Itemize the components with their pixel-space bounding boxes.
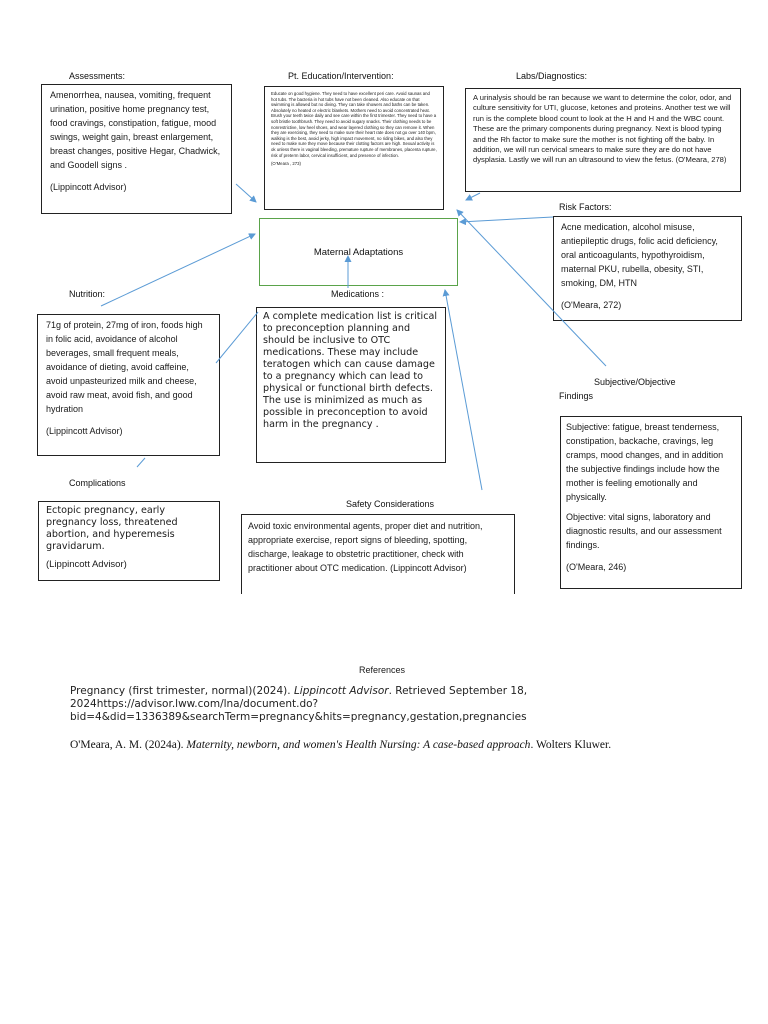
pt-education-text: Educate on good hygiene. They need to have excellent peri care. Avoid saunas and hot tubs. The bacteria in hot tubs have not been cleaned. Also educate on that swimming is allowed but no diving. They can take showers and baths can be taken. Absolutely no heated or electric blankets. Mothers need to avoid concentrated heat. Brush your teeth twice daily and see care within the first trimester. They need to have a soft bristle toothbrush. They need to avoid sugary snacks. Their clothing needs to be nonrestrictive, low heel shoes, and wear layered clothing so they can remove it. When they are exercising, they need to make sure their heart rate does not go over 140 bpm, walking is the best, avoid jerky, high impact movement, no riding bikes, and also they need to make sure they move because their clotting factors are high. Sexual activity is ok unless there is vaginal bleeding, premature rupture of membranes, placenta rupture, risk of preterm labor, cervical insufficient, and presence of infection. — [271, 91, 437, 158]
complications-text: Ectopic pregnancy, early pregnancy loss, threatened abortion, and hyperemesis gravidarum. — [46, 505, 178, 552]
complications-citation: (Lippincott Advisor) — [46, 559, 127, 570]
ref2-title: Maternity, newborn, and women's Health Nursing: A case-based approach — [186, 739, 531, 751]
risk-factors-text: Acne medication, alcohol misuse, antiepileptic drugs, folic acid deficiency, oral anticoagulants, hypothyroidism, maternal PKU, rubella, obesity, STI, smoking, DM, HTN — [561, 222, 718, 288]
ref2-post: . Wolters Kluwer. — [530, 739, 612, 751]
findings-citation: (O'Meara, 246) — [566, 562, 627, 572]
connector-nutrition-medications — [216, 312, 258, 363]
assessments-label: Assessments: — [69, 71, 126, 81]
assessments-citation: (Lippincott Advisor) — [50, 182, 127, 192]
ref1-title: Lippincott Advisor — [293, 685, 389, 697]
findings-label: Findings — [559, 391, 594, 401]
labs-label: Labs/Diagnostics: — [516, 71, 588, 81]
assessments-text: Amenorrhea, nausea, vomiting, frequent urination, positive home pregnancy test, food cravings, constipation, fatigue, mood swings, weight gain, breast enlargement, breast changes, positive Hegar, Chadwick, and Goodell signs . — [50, 90, 221, 170]
ref2-pre: O'Meara, A. M. (2024a). — [70, 739, 187, 751]
risk-factors-label: Risk Factors: — [559, 202, 612, 212]
connector-complications — [137, 458, 145, 467]
safety-label: Safety Considerations — [346, 499, 435, 509]
pt-education-label: Pt. Education/Intervention: — [288, 71, 394, 81]
objective-text: Objective: vital signs, laboratory and diagnostic results, and our assessment findings. — [566, 512, 722, 550]
risk-factors-citation: (O'Meara, 272) — [561, 300, 622, 310]
nutrition-citation: (Lippincott Advisor) — [46, 426, 123, 436]
arrow-nutrition — [101, 234, 255, 306]
reference-omeara — [70, 739, 710, 751]
medications-label: Medications : — [331, 289, 385, 299]
arrow-findings — [457, 210, 606, 366]
ref1-line2: 2024https://advisor.lww.com/lna/document.do? — [70, 698, 319, 710]
arrow-safety — [445, 290, 482, 490]
ref1-pre: Pregnancy (first trimester, normal)(2024). — [70, 685, 294, 697]
reference-lippincott — [70, 685, 590, 724]
arrow-labs — [466, 193, 480, 200]
ref1-post: . Retrieved September 18, — [388, 685, 528, 697]
arrow-risk-factors — [460, 217, 553, 222]
subjective-text: Subjective: fatigue, breast tenderness, constipation, backache, cravings, leg cramps, mood changes, and in addition the subjective findings include how the mother is feeling emotionally and physically. — [566, 422, 724, 502]
nutrition-text: 71g of protein, 27mg of iron, foods high in folic acid, avoidance of alcohol beverages, small frequent meals, avoidance of dieting, avoid caffeine, avoid unpasteurized milk and cheese, avoid raw meat, avoid fish, and good hydration — [46, 320, 203, 414]
references-heading: References — [359, 665, 406, 675]
labs-text: A urinalysis should be ran because we want to determine the color, odor, and culture sensitivity for UTI, glucose, ketones and proteins. Another test we will run is the complete blood count to look at the H and H and the WBC count. These are the primary components during pregnancy. Next is blood typing and the Rh factor to make sure the mother is not fighting off the baby. In addition, we will run cervical smears to make sure they are do not have dysplasia. Lastly we will run an ultrasound to view the fetus. (O'Meara, 278) — [473, 93, 732, 165]
pt-education-citation: (O'Meara , 273) — [271, 161, 301, 167]
arrow-assessments — [236, 184, 256, 202]
medications-text: A complete medication list is critical to preconception planning and should be inclusive to OTC medications. These may include teratogen which can cause damage to a pregnancy which can lead to physical or functional birth defects. The use is minimized as much as possible in preconception to avoid harm in the pregnancy . — [263, 311, 438, 430]
safety-text: Avoid toxic environmental agents, proper diet and nutrition, appropriate exercise, report signs of bleeding, spotting, discharge, leakage to obstetric practitioner, check with practitioner about OTC medication. (Lippincott Advisor) — [248, 521, 483, 573]
maternal-adaptations-title: Maternal Adaptations — [313, 246, 404, 258]
nutrition-label: Nutrition: — [69, 289, 106, 299]
subjective-objective-label: Subjective/Objective — [594, 377, 676, 387]
complications-label: Complications — [69, 478, 126, 488]
ref1-line3: bid=4&did=1336389&searchTerm=pregnancy&hits=pregnancy,gestation,pregnancies — [70, 711, 527, 723]
